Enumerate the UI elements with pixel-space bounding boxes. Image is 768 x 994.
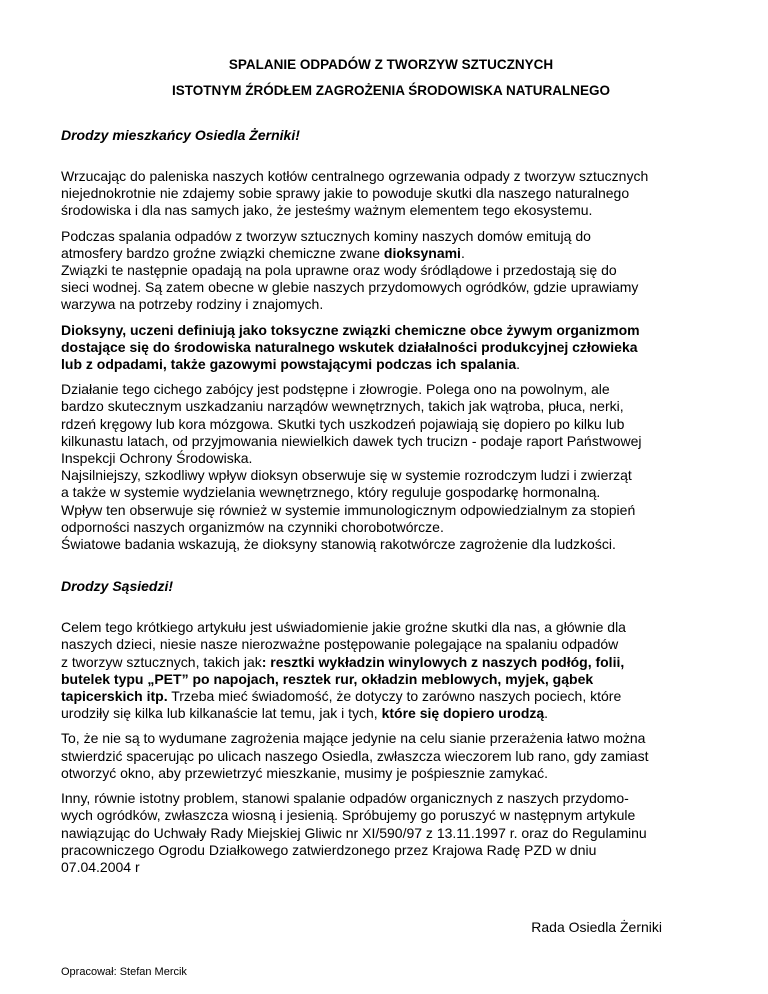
paragraph-organic-waste: [61, 790, 721, 876]
title-line-1: SPALANIE ODPADÓW Z TWORZYW SZTUCZNYCH: [228, 57, 554, 72]
text-line: bardzo skutecznym uszkadzaniu narządów wewnętrznych, takich jak wątroba, płuca, nerki,: [61, 398, 624, 415]
greeting-residents: Drodzy mieszkańcy Osiedla Żerniki!: [61, 127, 300, 143]
text-line: kilkunastu latach, od przyjmowania niewielkich dawek tych trucizn - podaje raport Państwowej: [61, 432, 642, 449]
bold-term-dioxins: dioksynami: [383, 244, 461, 261]
text-line: Dioksyny, uczeni definiują jako toksyczne związki chemiczne obce żywym organizmom: [61, 321, 640, 338]
text-line: [61, 245, 721, 262]
text-line: środowiska i dla nas samych jako, że jesteśmy ważnym elementem tego ekosystemu.: [61, 202, 593, 219]
text-segment: .: [516, 356, 521, 373]
text-line: [61, 705, 721, 722]
text-line: nawiązując do Uchwały Rady Miejskiej Gliwic nr XI/590/97 z 13.11.1997 r. oraz do Regulaminu: [61, 824, 647, 841]
paragraph-evidence: [61, 730, 721, 782]
text-line: [61, 688, 721, 705]
document-title: [61, 52, 721, 104]
text-line: Najsilniejszy, szkodliwy wpływ dioksyn obserwuje się w systemie rozrodczym ludzi i zwierząt: [61, 467, 632, 484]
text-line: a także w systemie wydzielania wewnętrznego, który reguluje gospodarkę hormonalną.: [61, 484, 601, 501]
text-line: wych ogródków, zwłaszcza wiosną i jesienią. Spróbujemy go poruszyć w następnym artykule: [61, 807, 636, 824]
text-line: Związki te następnie opadają na pola uprawne oraz wody śródlądowe i przedostają się do: [61, 262, 617, 279]
text-segment: z tworzyw sztucznych, takich jak: [61, 653, 262, 670]
text-line: To, że nie są to wydumane zagrożenia mające jedynie na celu sianie przerażenia łatwo można: [61, 730, 646, 747]
author-credit: Opracował: Stefan Mercik: [61, 966, 187, 979]
text-line: dostające się do środowiska naturalnego wskutek działalności produkcyjnej człowieka: [61, 338, 638, 355]
text-line: niejednokrotnie nie zdajemy sobie sprawy jakie to powoduje skutki dla naszego naturalnego: [61, 185, 630, 202]
text-line: 07.04.2004 r: [61, 858, 140, 875]
document-page: [61, 52, 721, 978]
text-line: naszych dzieci, niesie nasze nierozważne postępowanie polegające na spalaniu odpadów: [61, 636, 619, 653]
text-line: otworzyć okno, aby przewietrzyć mieszkanie, musimy je pośpiesznie zamykać.: [61, 764, 549, 781]
text-line: Wpływ ten obserwuje się również w systemie immunologicznym odpowiedzialnym za stopień: [61, 501, 636, 518]
text-line: stwierdzić spacerując po ulicach naszego Osiedla, zwłaszcza wieczorem lub rano, gdy zamiast: [61, 747, 649, 764]
text-line: Podczas spalania odpadów z tworzyw sztucznych kominy naszych domów emitują do: [61, 227, 591, 244]
text-segment: : resztki wykładzin winylowych z naszych podłóg, folii,: [261, 653, 625, 670]
text-line: sieci wodnej. Są zatem obecne w glebie naszych przydomowych ogródków, gdzie uprawiamy: [61, 279, 639, 296]
title-line-2: ISTOTNYM ŹRÓDŁEM ZAGROŻENIA ŚRODOWISKA NATURALNEGO: [172, 83, 610, 98]
paragraph-intro: [61, 168, 721, 220]
text-segment: lub z odpadami, także gazowymi powstającymi podczas ich spalania: [61, 356, 517, 373]
text-segment: atmosfery bardzo groźne związki chemiczne zwane: [61, 244, 384, 261]
text-segment: urodziły się kilka lub kilkanaście lat temu, jak i tych,: [61, 705, 382, 722]
paragraph-emission: [61, 228, 721, 314]
text-line: rdzeń kręgowy lub kora mózgowa. Skutki tych uszkodzeń pojawiają się dopiero po kilku lub: [61, 415, 625, 432]
text-line: [61, 356, 721, 373]
paragraph-dioxin-definition: [61, 322, 721, 374]
text-line: warzywa na potrzeby rodziny i znajomych.: [61, 296, 324, 313]
text-line: pracowniczego Ogrodu Działkowego zatwierdzonego przez Krajowa Radę PZD w dniu: [61, 841, 597, 858]
text-segment: .: [544, 705, 549, 722]
signature: Rada Osiedla Żerniki: [531, 919, 662, 936]
text-line: Wrzucając do paleniska naszych kotłów centralnego ogrzewania odpady z tworzyw sztucznych: [61, 168, 649, 184]
text-line: odporności naszych organizmów na czynniki chorobotwórcze.: [61, 518, 444, 535]
text-segment: które się dopiero urodzą: [381, 705, 545, 722]
text-line: Inspekcji Ochrony Środowiska.: [61, 450, 253, 467]
paragraph-purpose: [61, 619, 721, 722]
paragraph-health-effects: [61, 381, 721, 553]
text-segment: .: [460, 244, 465, 261]
text-line: Celem tego krótkiego artykułu jest uświadomienie jakie groźne skutki dla nas, a głównie dla: [61, 619, 626, 636]
greeting-neighbours: Drodzy Sąsiedzi!: [61, 578, 174, 595]
text-line: Inny, równie istotny problem, stanowi spalanie odpadów organicznych z naszych przydomo-: [61, 790, 629, 807]
text-segment: tapicerskich itp.: [61, 688, 168, 705]
text-segment: Trzeba mieć świadomość, że dotyczy to zarówno naszych pociech, które: [167, 688, 622, 705]
text-line: Działanie tego cichego zabójcy jest podstępne i złowrogie. Polega ono na powolnym, ale: [61, 381, 610, 398]
text-line: Światowe badania wskazują, że dioksyny stanowią rakotwórcze zagrożenie dla ludzkości.: [61, 536, 616, 553]
text-line: butelek typu „PET” po napojach, resztek rur, okładzin meblowych, myjek, gąbek: [61, 670, 594, 687]
text-line: [61, 654, 721, 671]
